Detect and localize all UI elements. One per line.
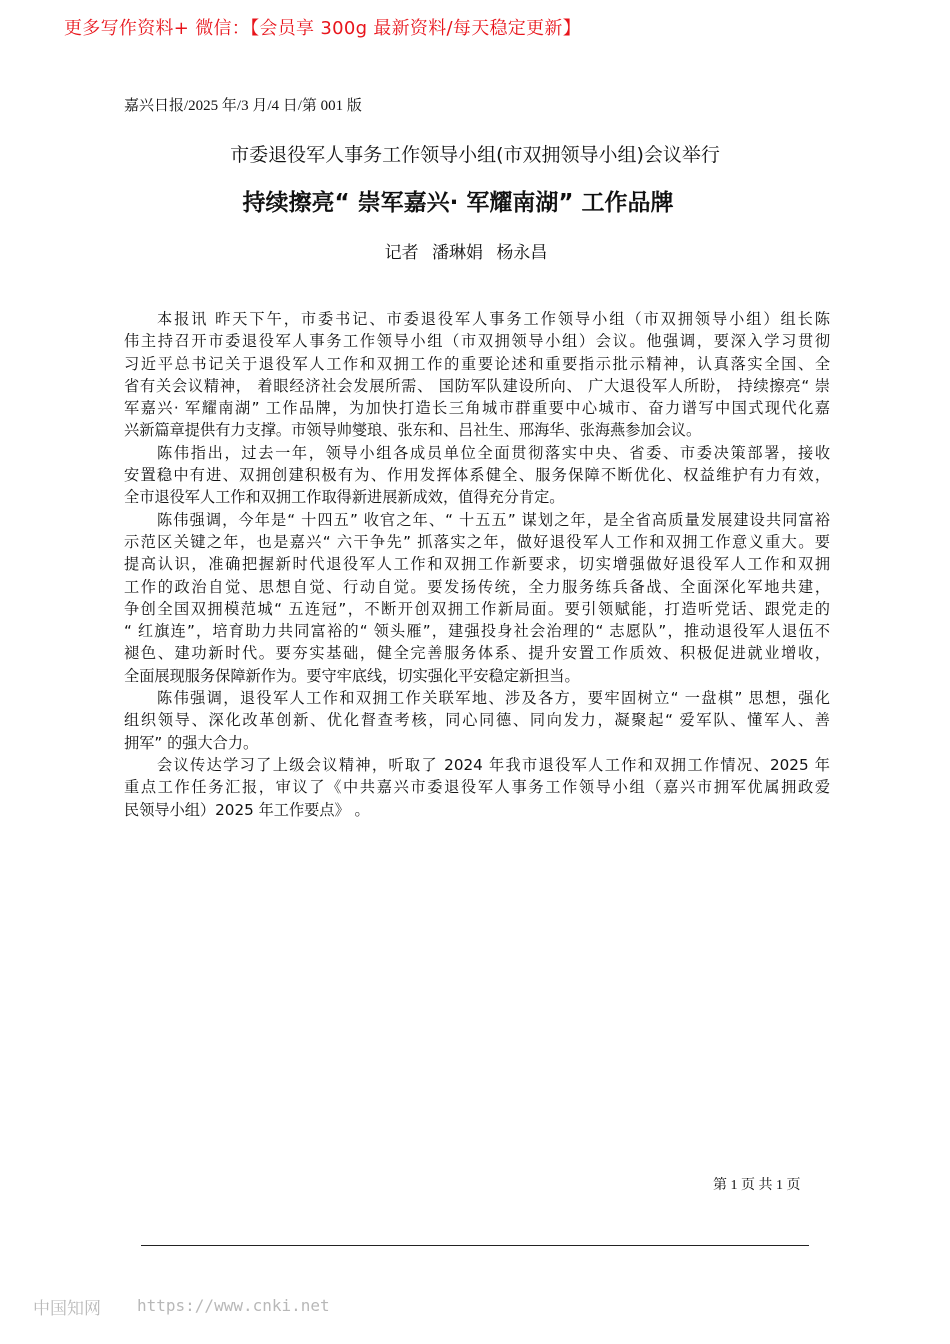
paragraph-line: 重点工作任务汇报，审议了《中共嘉兴市委退役军人事务工作领导小组（嘉兴市拥军优属拥政爱 xyxy=(124,778,830,797)
byline: 记者 潘琳娟 杨永昌 xyxy=(384,243,548,263)
paragraph-line: 民领导小组）2025 年工作要点》 。 xyxy=(124,800,370,819)
paragraph-line: 兴新篇章提供有力支撑。市领导帅燮琅、张东和、吕社生、邢海华、张海燕参加会议。 xyxy=(124,421,702,440)
paragraph-line: 本报讯 昨天下午，市委书记、市委退役军人事务工作领导小组（市双拥领导小组）组长陈 xyxy=(157,310,830,328)
paragraph-line: 提高认识，准确把握新时代退役军人工作和双拥工作新要求，切实增强做好退役军人工作和双拥 xyxy=(124,555,830,574)
footer-divider xyxy=(141,1245,809,1246)
paragraph-line: 组织领导、深化改革创新、优化督查考核，同心同德、同向发力，凝聚起“ 爱军队、懂军人、善 xyxy=(124,711,830,730)
paragraph-line: 军嘉兴· 军耀南湖” 工作品牌，为加快打造长三角城市群重要中心城市、奋力谱写中国式现代化嘉 xyxy=(124,399,830,418)
article-body xyxy=(124,308,830,821)
page-number: 第 1 页 共 1 页 xyxy=(713,1178,801,1193)
paragraph-line: 褪色、建功新时代。要夯实基础，健全完善服务体系、提升安置工作质效、积极促进就业增收， xyxy=(124,644,830,663)
paragraph-line: 省有关会议精神， 着眼经济社会发展所需、 国防军队建设所向、 广大退役军人所盼， 持续擦亮“ 崇 xyxy=(124,376,830,395)
paragraph xyxy=(124,687,830,754)
source-line: 嘉兴日报/2025 年/3 月/4 日/第 001 版 xyxy=(124,98,362,114)
article-title: 持续擦亮“ 崇军嘉兴· 军耀南湖” 工作品牌 xyxy=(242,190,674,216)
cnki-logo-watermark: 中国知网 xyxy=(33,1299,101,1319)
paragraph-line: 陈伟强调，退役军人工作和双拥工作关联军地、涉及各方，要牢固树立“ 一盘棋” 思想，强化 xyxy=(157,689,830,708)
paragraph-line: 习近平总书记关于退役军人工作和双拥工作的重要论述和重要指示批示精神，认真落实全国、全 xyxy=(124,354,830,373)
promo-banner: 更多写作资料+ 微信：【会员享 300g 最新资料/每天稳定更新】 xyxy=(64,18,581,39)
paragraph xyxy=(124,754,830,821)
paragraph-line: 会议传达学习了上级会议精神，听取了 2024 年我市退役军人工作和双拥工作情况、2025 年 xyxy=(157,755,830,774)
paragraph-line: 陈伟指出，过去一年，领导小组各成员单位全面贯彻落实中央、省委、市委决策部署，接收 xyxy=(157,443,830,462)
paragraph-line: 伟主持召开市委退役军人事务工作领导小组（市双拥领导小组）会议。他强调，要深入学习贯彻 xyxy=(124,332,830,351)
paragraph-line: 拥军” 的强大合力。 xyxy=(124,733,259,752)
paragraph-line: 陈伟强调，今年是“ 十四五” 收官之年、“ 十五五” 谋划之年，是全省高质量发展建设共同富裕 xyxy=(157,510,830,529)
article-subtitle: 市委退役军人事务工作领导小组(市双拥领导小组)会议举行 xyxy=(230,144,720,166)
paragraph-line: 示范区关键之年，也是嘉兴“ 六干争先” 抓落实之年，做好退役军人工作和双拥工作意义重大。要 xyxy=(124,532,830,551)
paragraph-line: “ 红旗连”，培育助力共同富裕的“ 领头雁”，建强投身社会治理的“ 志愿队”，推动退役军人退伍不 xyxy=(124,622,830,641)
paragraph-line: 全市退役军人工作和双拥工作取得新进展新成效，值得充分肯定。 xyxy=(124,488,565,507)
paragraph-line: 安置稳中有进、双拥创建积极有为、作用发挥体系健全、服务保障不断优化、权益维护有力有效， xyxy=(124,466,830,485)
paragraph xyxy=(124,509,830,687)
paragraph xyxy=(124,442,830,509)
paragraph-line: 工作的政治自觉、思想自觉、行动自觉。要发扬传统，全力服务练兵备战、全面深化军地共建， xyxy=(124,577,830,596)
paragraph-line: 争创全国双拥模范城“ 五连冠”，不断开创双拥工作新局面。要引领赋能，打造听党话、跟党走的 xyxy=(124,599,830,618)
paragraph xyxy=(124,308,830,442)
cnki-url-watermark: https://www.cnki.net xyxy=(137,1296,330,1315)
paragraph-line: 全面展现服务保障新作为。要守牢底线，切实强化平安稳定新担当。 xyxy=(124,666,580,685)
